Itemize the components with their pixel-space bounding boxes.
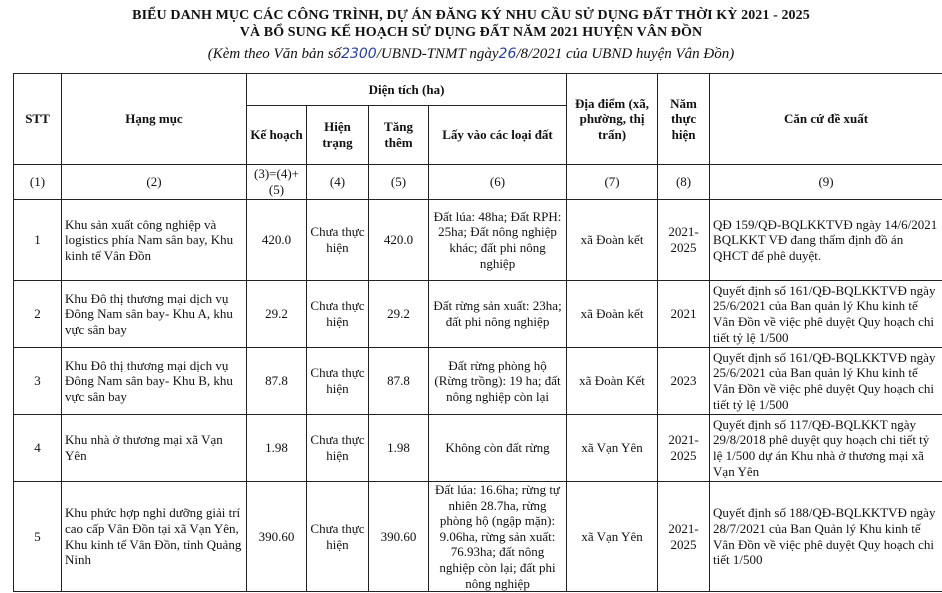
project-land-use-table <box>13 73 942 592</box>
cell-hang-muc: Khu sản xuất công nghiệp và logistics phía Nam sân bay, Khu kinh tế Vân Đồn <box>62 200 247 281</box>
cell-lay-vao: Đất lúa: 16.6ha; rừng tự nhiên 28.7ha, rừng phòng hộ (ngập mặn): 9.06ha, rừng sản xuất: 76.93ha; đất nông nghiệp còn lại; đất phi nông nghiệp <box>429 482 567 592</box>
header-stt: STT <box>14 74 62 165</box>
header-dien-tich: Diện tích (ha) <box>247 74 567 106</box>
cell-nam: 2021 <box>658 281 710 348</box>
cell-hien-trang: Chưa thực hiện <box>307 348 369 415</box>
table-row <box>14 200 942 281</box>
column-number-row <box>14 165 942 200</box>
header-can-cu: Căn cứ đề xuất <box>710 74 942 165</box>
cell-dia-diem: xã Đoàn kết <box>567 200 658 281</box>
cell-hien-trang: Chưa thực hiện <box>307 200 369 281</box>
cell-stt: 1 <box>14 200 62 281</box>
col-number: (6) <box>429 165 567 200</box>
cell-nam: 2021-2025 <box>658 482 710 592</box>
cell-can-cu: Quyết định số 117/QĐ-BQLKKT ngày 29/8/2018 phê duyệt quy hoạch chi tiết tỷ lệ 1/500 dự án Khu nhà ở thương mại xã Vạn Yên <box>710 415 942 482</box>
header-tang-them: Tăng thêm <box>369 106 429 165</box>
cell-ke-hoach: 390.60 <box>247 482 307 592</box>
cell-tang-them: 87.8 <box>369 348 429 415</box>
col-number: (5) <box>369 165 429 200</box>
handwritten-day: 26 <box>498 46 517 62</box>
col-number: (4) <box>307 165 369 200</box>
cell-can-cu: Quyết định số 188/QĐ-BQLKKTVĐ ngày 28/7/2021 của Ban Quản lý Khu kinh tế Vân Đồn về việc phê duyệt Quy hoạch chi tiết 1/500 <box>710 482 942 592</box>
cell-stt: 4 <box>14 415 62 482</box>
cell-tang-them: 29.2 <box>369 281 429 348</box>
cell-nam: 2021-2025 <box>658 200 710 281</box>
cell-tang-them: 1.98 <box>369 415 429 482</box>
document-title-line-2: VÀ BỔ SUNG KẾ HOẠCH SỬ DỤNG ĐẤT NĂM 2021 HUYỆN VÂN ĐỒN <box>239 25 703 40</box>
cell-lay-vao: Không còn đất rừng <box>429 415 567 482</box>
cell-nam: 2021-2025 <box>658 415 710 482</box>
col-number: (3)=(4)+(5) <box>247 165 307 200</box>
cell-hang-muc: Khu Đô thị thương mại dịch vụ Đông Nam sân bay- Khu B, khu vực sân bay <box>62 348 247 415</box>
col-number: (8) <box>658 165 710 200</box>
cell-ke-hoach: 420.0 <box>247 200 307 281</box>
cell-ke-hoach: 1.98 <box>247 415 307 482</box>
cell-hang-muc: Khu nhà ở thương mại xã Vạn Yên <box>62 415 247 482</box>
cell-can-cu: Quyết định số 161/QĐ-BQLKKTVĐ ngày 25/6/2021 của Ban quản lý Khu kinh tế Vân Đồn về việc phê duyệt Quy hoạch chi tiết tỷ lệ 1/500 <box>710 348 942 415</box>
header-lay-vao: Lấy vào các loại đất <box>429 106 567 165</box>
cell-lay-vao: Đất rừng phòng hộ (Rừng trồng): 19 ha; đất nông nghiệp còn lại <box>429 348 567 415</box>
col-number: (9) <box>710 165 942 200</box>
cell-can-cu: QĐ 159/QĐ-BQLKKTVĐ ngày 14/6/2021 BQLKKT VĐ đang thẩm định đồ án QHCT để phê duyệt. <box>710 200 942 281</box>
header-hang-muc: Hạng mục <box>62 74 247 165</box>
cell-hien-trang: Chưa thực hiện <box>307 281 369 348</box>
subtitle-suffix: /8/2021 của UBND huyện Vân Đồn) <box>516 46 735 62</box>
cell-nam: 2023 <box>658 348 710 415</box>
header-ke-hoach: Kế hoạch <box>247 106 307 165</box>
table-row <box>14 482 942 592</box>
cell-stt: 3 <box>14 348 62 415</box>
cell-dia-diem: xã Vạn Yên <box>567 482 658 592</box>
cell-can-cu: Quyết định số 161/QĐ-BQLKKTVĐ ngày 25/6/2021 của Ban quản lý Khu kinh tế Vân Đồn về việc phê duyệt Quy hoạch chi tiết tỷ lệ 1/500 <box>710 281 942 348</box>
cell-hien-trang: Chưa thực hiện <box>307 482 369 592</box>
col-number: (7) <box>567 165 658 200</box>
cell-lay-vao: Đất rừng sản xuất: 23ha; đất phi nông nghiệp <box>429 281 567 348</box>
cell-dia-diem: xã Đoàn Kết <box>567 348 658 415</box>
table-row <box>14 415 942 482</box>
cell-tang-them: 420.0 <box>369 200 429 281</box>
cell-stt: 2 <box>14 281 62 348</box>
col-number: (1) <box>14 165 62 200</box>
cell-hien-trang: Chưa thực hiện <box>307 415 369 482</box>
cell-stt: 5 <box>14 482 62 592</box>
cell-hang-muc: Khu phức hợp nghỉ dưỡng giải trí cao cấp Vân Đồn tại xã Vạn Yên, Khu kinh tế Vân Đồn, tỉnh Quảng Ninh <box>62 482 247 592</box>
cell-tang-them: 390.60 <box>369 482 429 592</box>
subtitle-prefix: (Kèm theo Văn bản số <box>207 46 342 62</box>
header-dia-diem: Địa điểm (xã, phường, thị trấn) <box>567 74 658 165</box>
header-row-1 <box>14 74 942 106</box>
handwritten-document-number: 2300 <box>341 46 377 62</box>
header-nam-thuc-hien: Năm thực hiện <box>658 74 710 165</box>
table-row <box>14 281 942 348</box>
cell-dia-diem: xã Vạn Yên <box>567 415 658 482</box>
document-title: BIỂU DANH MỤC CÁC CÔNG TRÌNH, DỰ ÁN ĐĂNG KÝ NHU CẦU SỬ DỤNG ĐẤT THỜI KỲ 2021 - 2025 <box>132 8 810 23</box>
cell-lay-vao: Đất lúa: 48ha; Đất RPH: 25ha; Đất nông nghiệp khác; đất phi nông nghiệp <box>429 200 567 281</box>
document-subtitle <box>0 46 942 63</box>
header-hien-trang: Hiện trạng <box>307 106 369 165</box>
col-number: (2) <box>62 165 247 200</box>
cell-ke-hoach: 29.2 <box>247 281 307 348</box>
table-row <box>14 348 942 415</box>
subtitle-middle: /UBND-TNMT ngày <box>376 46 499 62</box>
cell-dia-diem: xã Đoàn kết <box>567 281 658 348</box>
cell-ke-hoach: 87.8 <box>247 348 307 415</box>
cell-hang-muc: Khu Đô thị thương mại dịch vụ Đông Nam sân bay- Khu A, khu vực sân bay <box>62 281 247 348</box>
